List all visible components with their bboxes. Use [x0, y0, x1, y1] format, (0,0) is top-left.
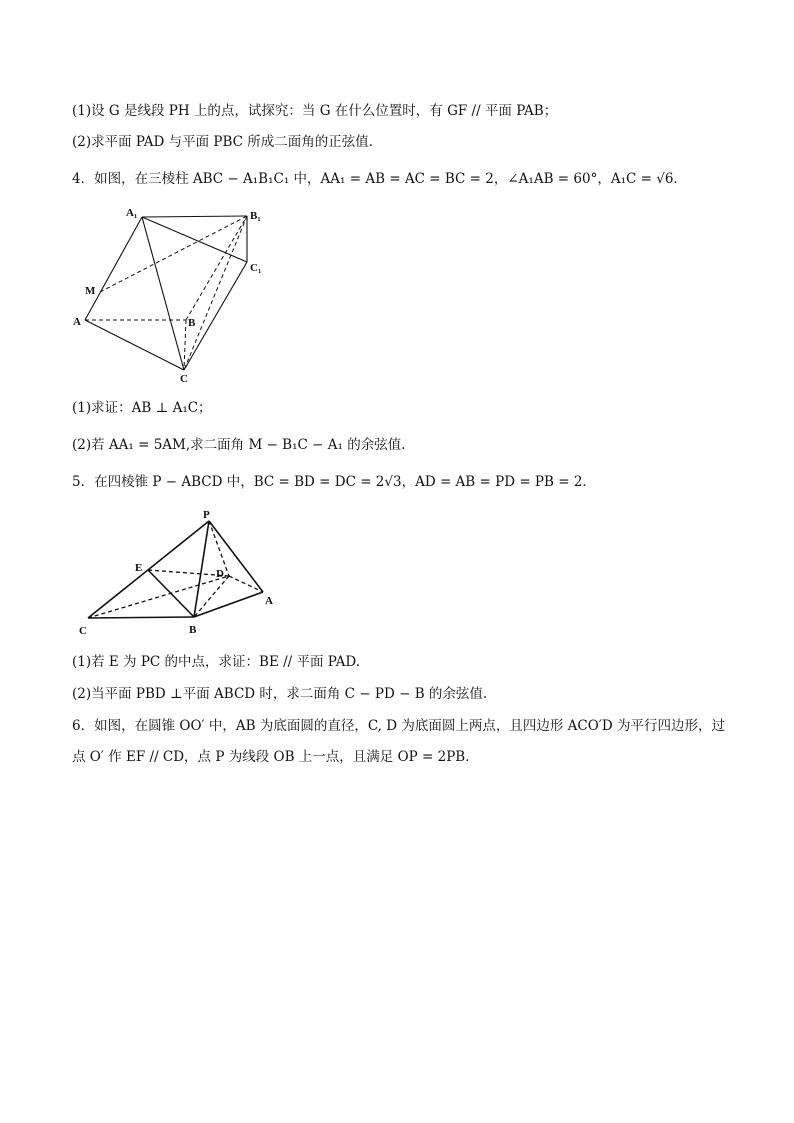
- label-a: A: [73, 316, 81, 328]
- edge-b-c: [184, 320, 186, 370]
- label-c: C: [180, 373, 188, 385]
- triangular-prism-figure: [64, 200, 284, 386]
- problem4-part1: (1)求证：AB ⊥ A₁C；: [72, 400, 212, 416]
- label-b: B: [188, 317, 196, 329]
- label-a: A: [265, 595, 273, 607]
- problem3-part1: (1)设 G 是线段 PH 上的点，试探究：当 G 在什么位置时，有 GF // 平面 PAB；: [72, 103, 558, 119]
- problem5-part2: (2)当平面 PBD ⊥平面 ABCD 时，求二面角 C − PD − B 的余弦值.: [72, 686, 488, 702]
- edge-p-a: [209, 521, 263, 592]
- label-m: M: [85, 285, 96, 297]
- label-a1: A₁: [126, 207, 138, 219]
- edge-b-b1: [186, 216, 247, 320]
- label-b1: B₁: [250, 210, 261, 222]
- edge-a1-c: [142, 217, 184, 370]
- problem4-part2: (2)若 AA₁ = 5AM,求二面角 M − B₁C − A₁ 的余弦值.: [72, 437, 406, 453]
- problem3-part2: (2)求平面 PAD 与平面 PBC 所成二面角的正弦值．: [72, 134, 383, 150]
- label-e: E: [135, 562, 143, 574]
- label-p: P: [203, 509, 210, 521]
- label-b: B: [189, 624, 197, 636]
- edge-a-c: [85, 320, 184, 370]
- edge-p-b: [194, 521, 209, 617]
- label-c1: C₁: [250, 262, 262, 274]
- label-d: D: [216, 568, 224, 580]
- problem5-part1: (1)若 E 为 PC 的中点，求证：BE // 平面 PAD.: [72, 654, 361, 670]
- edge-c-b: [88, 617, 194, 618]
- problem4-stem: 4．如图，在三棱柱 ABC − A₁B₁C₁ 中，AA₁ = AB = AC = BC = 2，∠A₁AB = 60°，A₁C = √6．: [72, 171, 687, 187]
- problem6-stem-line2: 点 O′ 作 EF // CD，点 P 为线段 OB 上一点，且满足 OP = 2PB．: [72, 749, 479, 765]
- edge-c1-c: [184, 262, 247, 370]
- problem6-stem-line1: 6．如图，在圆锥 OO′ 中，AB 为底面圆的直径，C, D 为底面圆上两点，且四边形 ACO′D 为平行四边形，过: [72, 718, 725, 734]
- problem5-stem: 5．在四棱锥 P − ABCD 中，BC = BD = DC = 2√3，AD = AB = PD = PB = 2．: [72, 474, 596, 490]
- edge-a1-a: [85, 217, 142, 320]
- quadrilateral-pyramid-figure: [72, 505, 292, 640]
- edge-a1-b1: [142, 216, 247, 217]
- label-c: C: [79, 625, 87, 637]
